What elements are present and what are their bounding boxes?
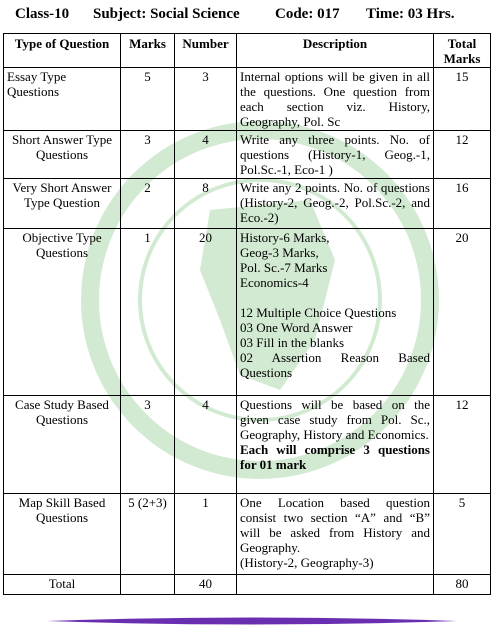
total-cell: 20 bbox=[434, 229, 491, 396]
type-cell: Map Skill Based Questions bbox=[4, 494, 121, 575]
description-cell bbox=[237, 131, 434, 179]
description-bold-line: Each will comprise 3 questions for 01 mark bbox=[240, 442, 430, 472]
total-number: 40 bbox=[175, 575, 237, 595]
table-row bbox=[4, 68, 491, 131]
marks-cell: 5 bbox=[121, 68, 175, 131]
number-cell: 20 bbox=[175, 229, 237, 396]
number-cell: 3 bbox=[175, 68, 237, 131]
question-pattern-table bbox=[3, 33, 491, 595]
table-row bbox=[4, 131, 491, 179]
number-cell: 4 bbox=[175, 131, 237, 179]
description-line: Internal options will be given in all the questions. One question from each section viz. History, Geography, Pol. Sc bbox=[240, 69, 430, 129]
total-cell: 5 bbox=[434, 494, 491, 575]
table-row bbox=[4, 396, 491, 494]
table-row bbox=[4, 179, 491, 229]
description-line: 03 One Word Answer bbox=[240, 320, 353, 335]
total-row bbox=[4, 575, 491, 595]
marks-cell: 3 bbox=[121, 396, 175, 494]
page-header bbox=[0, 6, 493, 28]
total-marks: 80 bbox=[434, 575, 491, 595]
col-header-description: Description bbox=[237, 34, 434, 68]
description-cell bbox=[237, 68, 434, 131]
marks-cell: 1 bbox=[121, 229, 175, 396]
description-line: Questions will be based on the given case study from Pol. Sc., Geography, History and Economics. bbox=[240, 397, 430, 442]
col-header-total-marks: Total Marks bbox=[434, 34, 491, 68]
class-label: Class-10 bbox=[15, 6, 70, 22]
marks-cell: 3 bbox=[121, 131, 175, 179]
time-label: Time: 03 Hrs. bbox=[366, 6, 455, 22]
description-line: 03 Fill in the blanks bbox=[240, 335, 344, 350]
marks-cell: 5 (2+3) bbox=[121, 494, 175, 575]
total-cell: 12 bbox=[434, 131, 491, 179]
table-row bbox=[4, 494, 491, 575]
description-line: Geog-3 Marks, bbox=[240, 245, 319, 260]
total-description-empty bbox=[237, 575, 434, 595]
table-header-row bbox=[4, 34, 491, 68]
total-marks-empty bbox=[121, 575, 175, 595]
description-line: 12 Multiple Choice Questions bbox=[240, 305, 397, 320]
type-cell: Very Short Answer Type Question bbox=[4, 179, 121, 229]
type-cell: Objective Type Questions bbox=[4, 229, 121, 396]
total-cell: 12 bbox=[434, 396, 491, 494]
col-header-number: Number bbox=[175, 34, 237, 68]
col-header-marks: Marks bbox=[121, 34, 175, 68]
subject-label: Subject: Social Science bbox=[93, 6, 240, 22]
marks-cell: 2 bbox=[121, 179, 175, 229]
description-cell bbox=[237, 396, 434, 494]
type-cell: Essay Type Questions bbox=[4, 68, 121, 131]
description-cell bbox=[237, 229, 434, 396]
description-line: One Location based question consist two section “A” and “B” will be asked from History and Geography. bbox=[240, 495, 430, 555]
total-cell: 15 bbox=[434, 68, 491, 131]
number-cell: 1 bbox=[175, 494, 237, 575]
number-cell: 8 bbox=[175, 179, 237, 229]
total-label: Total bbox=[4, 575, 121, 595]
description-cell bbox=[237, 179, 434, 229]
total-cell: 16 bbox=[434, 179, 491, 229]
footer-decoration-bar bbox=[47, 617, 457, 625]
description-line: Pol. Sc.-7 Marks bbox=[240, 260, 328, 275]
number-cell: 4 bbox=[175, 396, 237, 494]
description-cell bbox=[237, 494, 434, 575]
type-cell: Case Study Based Questions bbox=[4, 396, 121, 494]
description-line: History-6 Marks, bbox=[240, 230, 330, 245]
description-line: (History-2, Geography-3) bbox=[240, 555, 374, 570]
col-header-type: Type of Question bbox=[4, 34, 121, 68]
description-line: Write any three points. No. of questions (History-1, Geog.-1, Pol.Sc.-1, Eco-1 ) bbox=[240, 132, 430, 177]
description-spacer bbox=[240, 290, 430, 305]
code-label: Code: 017 bbox=[275, 6, 340, 22]
table-row bbox=[4, 229, 491, 396]
description-line: Write any 2 points. No. of questions (History-2, Geog.-2, Pol.Sc.-2, and Eco.-2) bbox=[240, 180, 430, 225]
type-cell: Short Answer Type Questions bbox=[4, 131, 121, 179]
description-line: Economics-4 bbox=[240, 275, 309, 290]
description-line: 02 Assertion Reason Based Questions bbox=[240, 350, 430, 380]
